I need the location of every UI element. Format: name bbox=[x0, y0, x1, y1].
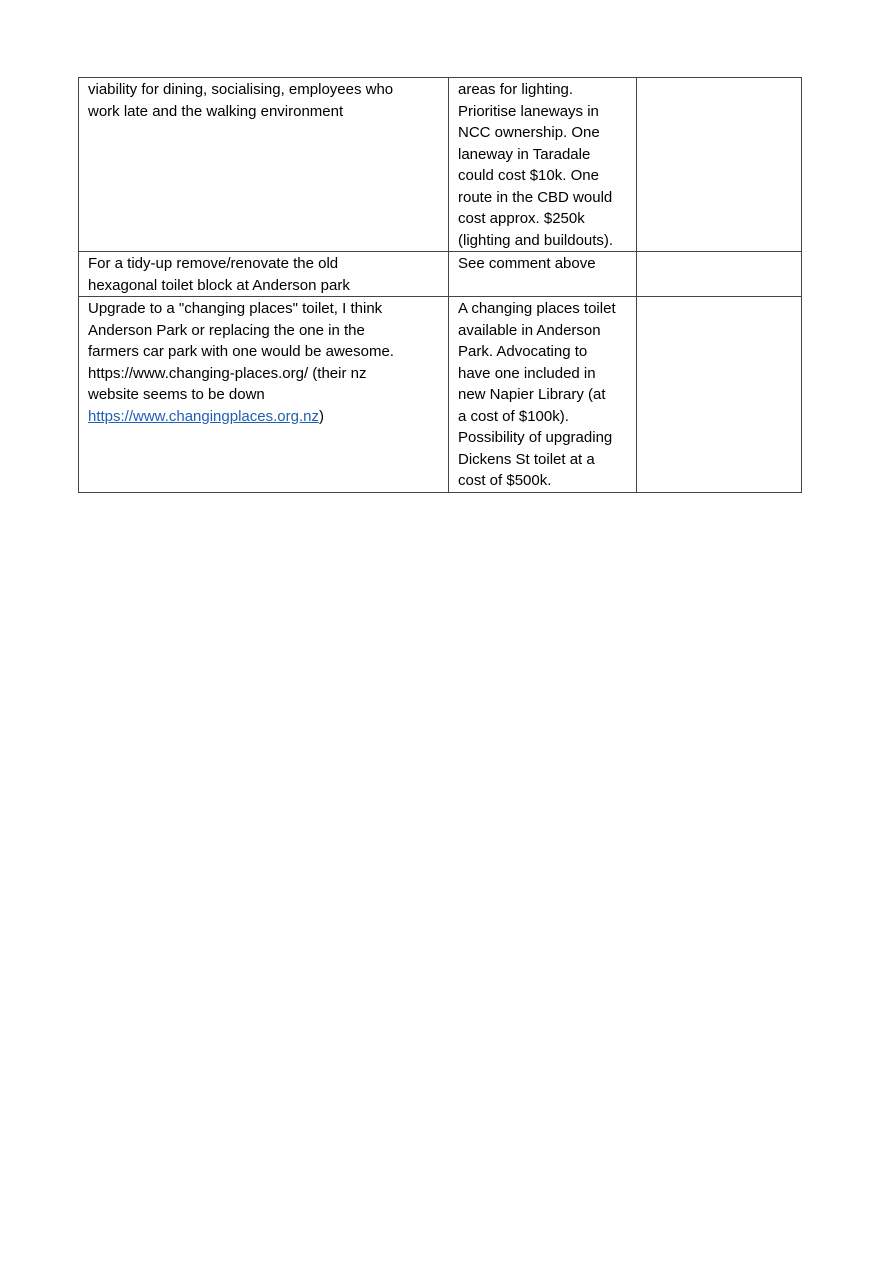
table-row bbox=[79, 297, 802, 493]
response-cell: A changing places toilet available in Anderson Park. Advocating to have one included in new Napier Library (at a cost of $100k). Possibility of upgrading Dickens St toilet at a cost of $500k. bbox=[449, 297, 637, 493]
submission-cell bbox=[79, 297, 449, 493]
notes-cell bbox=[637, 78, 802, 252]
response-cell: See comment above bbox=[449, 252, 637, 297]
changing-places-link[interactable]: https://www.changingplaces.org.nz bbox=[88, 407, 319, 425]
notes-cell bbox=[637, 252, 802, 297]
submissions-table bbox=[78, 77, 802, 493]
table-row bbox=[79, 252, 802, 297]
response-cell: areas for lighting. Prioritise laneways in NCC ownership. One laneway in Taradale could cost $10k. One route in the CBD would cost approx. $250k (lighting and buildouts). bbox=[449, 78, 637, 252]
submission-cell: viability for dining, socialising, employees who work late and the walking environment bbox=[79, 78, 449, 252]
submission-text: Upgrade to a "changing places" toilet, I think Anderson Park or replacing the one in the farmers car park with one would be awesome. https://www.changing-places.org/ (their nz website seems to be down bbox=[88, 300, 394, 403]
submission-cell: For a tidy-up remove/renovate the old hexagonal toilet block at Anderson park bbox=[79, 252, 449, 297]
notes-cell bbox=[637, 297, 802, 493]
submission-tail: ) bbox=[318, 407, 324, 425]
table-row bbox=[79, 78, 802, 252]
